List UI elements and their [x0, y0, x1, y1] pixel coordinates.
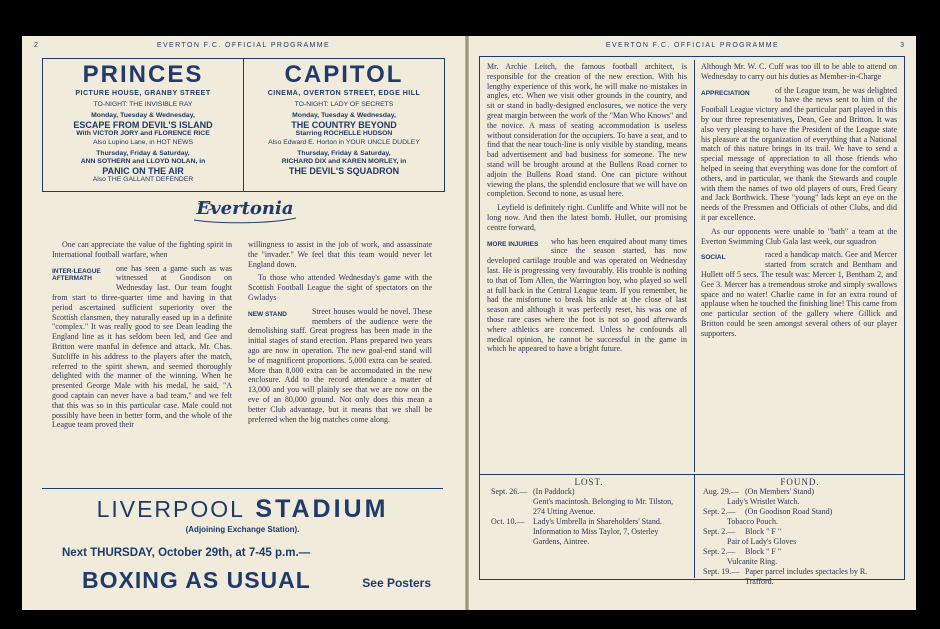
found-item-text: Vulcanite Ring. — [727, 557, 778, 566]
more-injuries-sidehead: MORE INJURIES — [487, 240, 539, 248]
lost-section — [491, 477, 687, 547]
rcol1-paragraph-2b: who has been enquired about many times since the season started, has now developed cartilage trouble and was operated on Wednesday last. He is progressing very favourably. His trouble is nothing to that of Tom Allen, the Warrington boy, who played so well at full back in the Central League team. If you remember, he had the misfortune to break his ankle at the close of last season and although it was perfectly reset, his was one of those rare cases where the foot is not so good afterwards where athletics are concerned. Unless he confounds all medical opinion, he cannot be successful in the game in which he appeared to have a bright future. — [487, 236, 687, 354]
evertonia-title: Evertonia — [196, 198, 294, 219]
found-item-date: Aug. 29.— — [703, 487, 739, 496]
programme-header-right: EVERTON F.C. OFFICIAL PROGRAMME — [605, 42, 780, 49]
capitol-film1: THE COUNTRY BEYOND — [291, 120, 397, 131]
princes-film1: ESCAPE FROM DEVIL'S ISLAND — [73, 120, 213, 131]
lost-item-text: (In Paddock) — [533, 487, 575, 496]
col2-paragraph-2a: To those who attended Wednesday's game with the Scottish Football League the sight of spectators on the Gwladys — [248, 273, 432, 302]
princes-name: PRINCES — [82, 61, 204, 88]
appreciation-sidehead: APPRECIATION — [701, 89, 750, 97]
capitol-tonight: TO-NIGHT: LADY OF SECRETS — [294, 101, 394, 108]
found-item — [703, 527, 897, 537]
found-item-text: (On Members' Stand) — [745, 487, 814, 496]
stadium-title — [42, 495, 443, 524]
capitol-name: CAPITOL — [284, 61, 404, 88]
princes-also2: Also THE GALLANT DEFENDER — [92, 176, 194, 184]
found-item-text: Paper parcel includes spectacles by R. Trafford. — [745, 567, 868, 586]
found-item — [703, 517, 897, 527]
stadium-posters: See Posters — [362, 576, 431, 590]
capitol-film2: THE DEVIL'S SQUADRON — [288, 166, 400, 177]
column-divider — [694, 60, 695, 472]
found-item — [703, 547, 897, 557]
princes-address: PICTURE HOUSE, GRANBY STREET — [75, 90, 211, 97]
capitol-cast1: Starring ROCHELLE HUDSON — [295, 130, 393, 138]
found-item-date: Sept. 19.— — [703, 567, 740, 576]
social-sidehead: SOCIAL — [701, 254, 726, 262]
capitol-address: CINEMA, OVERTON STREET, EDGE HILL — [267, 90, 421, 97]
page-number-left: 2 — [34, 42, 38, 49]
princes-also1: Also Lupino Lane, in HOT NEWS — [93, 138, 193, 146]
stadium-date: Next THURSDAY, October 29th, at 7-45 p.m.— — [62, 547, 311, 559]
found-item-date: Sept. 2.— — [703, 547, 736, 556]
found-item — [703, 487, 897, 497]
lost-item-date: Sept. 26.— — [491, 487, 528, 496]
princes-tonight: TO-NIGHT: THE INVISIBLE RAY — [93, 101, 193, 108]
left-page — [22, 36, 465, 610]
col1-paragraph-1b: one has seen a game such as was witnessed at Goodison on Wednesday last. Our team fought from start to three-quarter time and having in that period ascertained sufficient superiority over the Scottish clansmen, they naturally eased up in a definite "complex." It was really good to see Dean leading the England line as it has seldom been led, and Gee and Britton were manful in defence and attack. Mr. Chas. Sutcliffe in his address to the players after the match, referred to the spirit shewn, and seemed thoroughly delighted with the manner of the winning. When he presented George Male with his medal, he said, "A good captain can never have a bad team," and we felt that this was so in this particular case. Male could not possibly have been in better form, and the whole of the League team proved their — [52, 263, 232, 430]
col2-paragraph-2b: Street houses would be novel. These members of the audience were the demolishing staff. Great progress has been made in the initial stages of stand erection. Plans prepared two years ago are now in operation. The new goal-end stand will be of magnificent proportions. 5,000 extra can be seated. More than 8,000 extra can be accomodated in the new enclosure. Add to the record attendance a matter of 13,000 and you will plainly see that we are now on the eve of an 80,000 ground. Not only does this mean a better Club advantage, but it means that we shall be preferred when the big matches come along. — [248, 306, 432, 424]
rcol1-paragraph-2a: Leyfield is definitely right. Cunliffe and White will not be long now. And then the latest bomb. Hullet, our promising centre forward, — [487, 203, 687, 232]
found-title: FOUND. — [780, 477, 820, 487]
princes-ad — [43, 59, 244, 191]
lost-item-date — [491, 497, 533, 517]
princes-cast1: With VICTOR JORY and FLORENCE RICE — [76, 130, 210, 138]
col2-paragraph-1: willingness to assist in the job of work, and assassinate the "invader." We feel that this team would never let England down. — [248, 240, 432, 269]
lost-item — [491, 487, 687, 497]
found-section — [703, 477, 897, 587]
rcol2-paragraph-1b: of the League team, he was delighted to have the news sent to him of the Football League victory and the particular part played in this by our three representatives, Dean, Gee and Britton. It was also very pleasing to have the President of the League state his pleasure at the organization of everything that a National match of this nature brings in its trail. We have to send a special message of appreciation to all those friends who helped in seeing that everything was done for the comfort of others, and in particular, we thank the Stewards and couple with them the names of two old players of ours, Fred Geary and Jack Borthwick. These "young" lads kept an eye on the needs of the Pressmen and Officials of other Clubs, and did it par excellence. — [701, 85, 897, 222]
right-column-2 — [701, 62, 897, 472]
stadium-ad-box — [42, 488, 443, 603]
programme-header-left: EVERTON F.C. OFFICIAL PROGRAMME — [156, 42, 331, 49]
rcol2-paragraph-2a: As our opponents were unable to "bath" a team at the Everton Swimming Club Gala last week, our squadron — [701, 226, 897, 246]
princes-film2: PANIC ON THE AIR — [102, 166, 184, 177]
found-item-text: Lady's Wristlet Watch. — [727, 497, 800, 506]
lost-item-text: Lady's Umbrella in Shareholders' Stand. Information to Miss Taylor, 7, Osterley Gardens, Aintree. — [533, 517, 662, 546]
found-item-text: Block " F " — [745, 527, 782, 536]
lost-found-divider-v — [694, 474, 695, 578]
lost-found-divider-h — [479, 474, 904, 475]
new-stand-sidehead: NEW STAND — [248, 310, 287, 318]
found-item-date: Sept. 2.— — [703, 507, 736, 516]
rcol2-paragraph-1a: Although Mr. W. C. Cuff was too ill to be able to attend on Wednesday to carry out his duties as Member-in-Charge — [701, 62, 897, 81]
capitol-ad — [244, 59, 444, 191]
lost-item — [491, 517, 687, 547]
found-item — [703, 567, 897, 587]
stadium-title-stadium: STADIUM — [255, 495, 389, 523]
found-item-date: Sept. 2.— — [703, 527, 736, 536]
stadium-subtitle: (Adjoining Exchange Station). — [185, 525, 300, 534]
found-item — [703, 497, 897, 507]
stadium-title-liverpool: LIVERPOOL — [96, 496, 245, 522]
found-item-text: (On Goodison Road Stand) — [745, 507, 833, 516]
found-item — [703, 557, 897, 567]
right-page — [469, 36, 916, 610]
princes-days1: Monday, Tuesday & Wednesday, — [91, 112, 195, 120]
rcol2-paragraph-2b: raced a handicap match. Gee and Mercer started from scratch and Bentham and Hullett off 5 secs. The result was: Mercer 1, Bentham 2, and Gee 3. Mercer has a tremendous stroke and simply swallows space and no water! Charlie came in for an extra round of applause when he touched the finishing line! This came from one particular section of the gallery where Gillick and Britton could be seen amongst several others of our player supporters. — [701, 250, 897, 338]
col1-paragraph-1a: One can appreciate the value of the fighting spirit in International football warfare, when — [52, 240, 232, 259]
princes-days2: Thursday, Friday & Saturday, — [96, 149, 190, 157]
right-column-1 — [487, 62, 687, 472]
lost-item — [491, 497, 687, 517]
capitol-days2: Thursday, Friday & Saturday, — [297, 149, 391, 157]
found-item — [703, 507, 897, 517]
evertonia-column-2 — [248, 240, 432, 482]
rcol1-paragraph-1: Mr. Archie Leitch, the famous football architect, is responsible for the creation of the new erection. With his lengthy experience of this work, he will make no mistakes in angles, etc. When we visit other grounds in the country, and sit or stand in badly-designed enclosures, we notice the very great margin between the work of the "Man Who Knows" and the novice. A mass of seating accommodation is useless without consideration for the occupiers. To have a seat, and to find that the near touch-line is only visible by standing, means bad advertisement and bad business for someone. The new stand will be brought around at the Bullens Road corner to adjoin the Bullens Road stand. One can picture without viewing the plans, the splendid enclosure that we will have on completion. Second to none, as usual here. — [487, 62, 687, 199]
lost-item-date: Oct. 10.— — [491, 517, 525, 526]
stadium-event: BOXING AS USUAL — [82, 567, 311, 593]
capitol-days1: Monday, Tuesday & Wednesday, — [292, 112, 396, 120]
lost-item-text: Gent's macintosh. Belonging to Mr. Tilston, 274 Utting Avenue. — [533, 497, 674, 516]
evertonia-column-1 — [52, 240, 232, 482]
lost-title: LOST. — [574, 477, 604, 487]
capitol-cast2: RICHARD DIX and KAREN MORLEY, in — [281, 158, 407, 166]
page-number-right: 3 — [900, 42, 904, 49]
capitol-also1: Also Edward E. Horton in YOUR UNCLE DUDLEY — [268, 138, 420, 146]
found-item-text: Pair of Lady's Gloves — [727, 537, 797, 546]
evertonia-heading — [190, 198, 300, 226]
inter-league-sidehead: INTER-LEAGUE AFTERMATH — [52, 267, 101, 283]
found-item — [703, 537, 897, 547]
princes-cast2: ANN SOTHERN and LLOYD NOLAN, in — [80, 158, 206, 166]
found-item-text: Tobacco Pouch. — [727, 517, 778, 526]
cinema-ads-box — [42, 58, 445, 192]
found-item-text: Block " F " — [745, 547, 782, 556]
